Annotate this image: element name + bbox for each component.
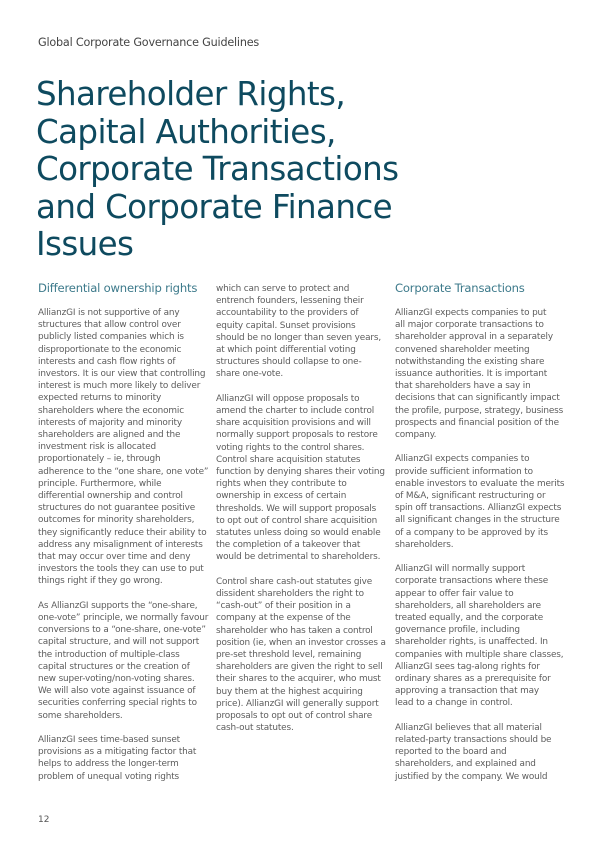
text-line: capital structures or the creation of [38,661,190,672]
text-line: reported to the board and [395,747,507,758]
text-line: structures do not guarantee positive [38,503,196,514]
text-line: address any misalignment of interests [38,539,203,550]
text-line: AllianzGI sees tag-along rights for [395,661,540,672]
text-line: differential ownership and control [38,491,183,502]
text-line: ordinary shares as a prerequisite for [395,674,551,685]
text-line: prospects and financial position of the [395,417,559,428]
text-line: of M&A, significant restructuring or [395,491,546,502]
text-line: accountability to the providers of [216,308,359,319]
text-line: new super-voting/non-voting shares. [38,674,195,685]
text-line: statutes unless doing so would enable [216,528,381,539]
text-line: Control share acquisition statutes [216,454,361,465]
text-line: they significantly reduce their ability to [38,527,207,538]
text-line: share one-vote. [216,369,284,380]
text-line: expected returns to minority [38,393,162,404]
text-line: shareholders are given the right to sell [216,662,383,673]
text-line: the completion of a takeover that [216,540,361,551]
text-line: AllianzGI believes that all material [395,722,542,733]
text-line: buy them at the highest acquiring [216,686,363,697]
text-line: pre-set threshold level, remaining [216,650,362,661]
text-line: outcomes for minority shareholders, [38,515,195,526]
text-line: all significant changes in the structure [395,515,560,526]
text-line: securities conferring special rights to [38,698,197,709]
text-line: shareholder rights, is unaffected. In [395,637,548,648]
text-line: would be detrimental to shareholders. [216,552,381,563]
text-line: shareholders where the economic [38,405,184,416]
running-header: Global Corporate Governance Guidelines [38,36,260,49]
text-line: spin off transactions. AllianzGI expects [395,503,562,514]
text-line: problem of unequal voting rights [38,771,179,782]
text-line: AllianzGI expects companies to [395,454,530,465]
text-line: thresholds. We will support proposals [216,503,377,514]
page-title [36,76,556,264]
text-line: amend the charter to include control [216,406,375,417]
text-line: related-party transactions should be [395,735,552,746]
text-line: Control share cash-out statutes give [216,576,373,587]
column-continuation [216,280,394,747]
text-line: governance profile, including [395,625,520,636]
body-paragraph [38,600,216,722]
text-line: investors. It is our view that controlling [38,369,206,380]
text-line: companies with multiple share classes, [395,649,564,660]
section-heading: Corporate Transactions [395,281,525,295]
text-line: company at the expense of the [216,613,351,624]
text-line: justified by the company. We would [395,771,548,782]
title-line: and Corporate Finance [36,187,393,226]
title-line: Shareholder Rights, [36,75,346,113]
text-line: decisions that can significantly impact [395,393,560,404]
text-line: one-vote” principle, we normally favour [38,613,209,624]
text-line: provisions as a mitigating factor that [38,747,197,758]
text-line: AllianzGI expects companies to put [395,308,547,318]
section-heading: Differential ownership rights [38,281,198,295]
text-line: price). AllianzGI will generally support [216,698,379,709]
page-number: 12 [38,815,50,825]
text-line: AllianzGI will normally support [395,564,526,575]
text-line: should be no longer than seven years, [216,332,382,343]
text-line: cash-out statutes. [216,723,294,734]
text-line: provide sufficient information to [395,466,533,477]
body-paragraph [38,307,216,588]
text-line: investment risk is allocated [38,442,157,453]
text-line: equity capital. Sunset provisions [216,320,356,331]
text-line: position (ie, when an investor crosses a [216,637,386,648]
title-line: Corporate Transactions [36,150,399,189]
text-line: “cash-out” of their position in a [216,601,351,612]
text-line: voting rights to the control shares. [216,442,365,453]
body-paragraph [216,283,394,381]
text-line: shareholders, and explained and [395,759,536,770]
text-line: capital structure, and will not support [38,637,200,648]
body-paragraph [216,393,394,564]
text-line: AllianzGI will oppose proposals to [216,393,360,404]
text-line: helps to address the longer-term [38,759,179,770]
text-line: rights when they contribute to [216,479,347,490]
title-line: Capital Authorities, [36,112,336,151]
text-line: interest is much more likely to deliver [38,381,201,392]
text-line: the introduction of multiple-class [38,649,180,660]
text-line: shareholders, all shareholders are [395,600,541,611]
body-paragraph [216,576,394,735]
text-line: proportionately – ie, through [38,454,161,465]
text-line: appear to offer fair value to [395,588,514,599]
body-paragraph [395,453,573,551]
text-line: to opt out of control share acquisition [216,515,378,526]
text-line: structures should collapse to one- [216,357,362,368]
text-line: some shareholders. [38,710,123,721]
text-line: investors the tools they can use to put [38,564,204,575]
text-line: adherence to the “one share, one vote” [38,466,209,477]
text-line: interests and cash flow rights of [38,356,176,367]
text-line: share acquisition provisions and will [216,418,371,429]
text-line: all major corporate transactions to [395,320,544,331]
text-line: notwithstanding the existing share [395,356,545,367]
column-differential-ownership [38,280,216,795]
title-line: Issues [36,225,134,264]
text-line: the profile, purpose, strategy, business [395,405,564,416]
text-line: entrench founders, lessening their [216,296,364,307]
text-line: issuance authorities. It is important [395,369,548,380]
text-line: AllianzGI is not supportive of any [38,308,180,318]
text-line: publicly listed companies which is [38,332,184,343]
text-line: treated equally, and the corporate [395,613,544,624]
text-line: their shares to the acquirer, who must [216,674,381,685]
text-line: We will also vote against issuance of [38,686,196,697]
text-line: of a company to be approved by its [395,527,548,538]
text-line: corporate transactions where these [395,576,549,587]
text-line: lead to a change in control. [395,698,513,709]
text-line: normally support proposals to restore [216,430,378,441]
text-line: at which point differential voting [216,345,356,356]
body-paragraph [395,563,573,709]
text-line: AllianzGI sees time-based sunset [38,735,180,746]
text-line: that may occur over time and deny [38,552,191,563]
text-line: As AllianzGI supports the “one-share, [38,600,198,611]
text-line: structures that allow control over [38,320,181,331]
text-line: proposals to opt out of control share [216,711,373,722]
text-line: shareholders are aligned and the [38,430,181,441]
text-line: ownership in excess of certain [216,491,347,502]
text-line: shareholder approval in a separately [395,332,553,343]
text-line: things right if they go wrong. [38,576,163,587]
text-line: which can serve to protect and [216,284,350,294]
body-paragraph [395,307,573,441]
text-line: approving a transaction that may [395,686,539,697]
column-corporate-transactions [395,280,573,795]
text-line: shareholders. [395,539,454,550]
text-line: conversions to a “one-share, one-vote” [38,625,206,636]
text-line: dissident shareholders the right to [216,589,364,600]
text-line: shareholder who has taken a control [216,625,373,636]
text-line: that shareholders have a say in [395,381,531,392]
text-line: principle. Furthermore, while [38,478,162,489]
text-line: enable investors to evaluate the merits [395,478,565,489]
text-line: interests of majority and minority [38,417,182,428]
text-line: function by denying shares their voting [216,467,385,478]
body-paragraph [38,734,216,783]
text-line: company. [395,430,437,441]
body-paragraph [395,722,573,783]
text-line: convened shareholder meeting [395,344,530,355]
text-line: disproportionate to the economic [38,344,182,355]
